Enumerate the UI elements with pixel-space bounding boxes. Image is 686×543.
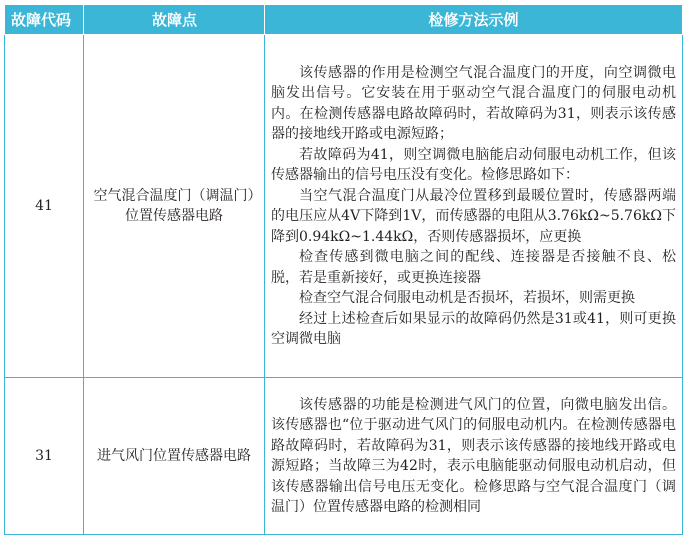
fault-code-cell: 31 (5, 378, 84, 535)
table-header-row (5, 5, 683, 35)
fault-code-cell: 41 (5, 35, 84, 378)
method-paragraph: 当空气混合温度门从最冷位置移到最暖位置时，传感器两端的电压应从4V下降到1V，而传感器的电阻从3.76kΩ~5.76kΩ下降到0.94kΩ~1.44kΩ，否则传感器损坏，应更换 (271, 187, 676, 245)
method-paragraph: 该传感器的功能是检测进气风门的位置，向微电脑发出信。该传感器也“位于驱动进气风门的伺服电动机内。在检测传感器电路故障码时，若故障码为31，则表示该传感器的接地线开路或电源短路；当故障三为42时，表示电脑能驱动伺服电动机启动，但该传感器输出信号电压无变化。检修思路与空气混合温度门（调温门）位置传感器电路的检测相同 (271, 396, 676, 515)
header-fault-point: 故障点 (84, 5, 265, 35)
fault-point-cell: 空气混合温度门（调温门）位置传感器电路 (84, 35, 265, 378)
method-paragraph: 经过上述检查后如果显示的故障码仍然是31或41，则可更换空调微电脑 (271, 310, 676, 347)
header-repair-method: 检修方法示例 (265, 5, 683, 35)
method-paragraph: 该传感器的作用是检测空气混合温度门的开度，向空调微电脑发出信号。它安装在用于驱动空气混合温度门的伺服电动机内。在检测传感器电路故障码时，若故障码为31，则表示该传感器的接地线开路或电源短路； (271, 64, 676, 142)
fault-code-table-container (4, 4, 682, 535)
method-paragraph: 若故障码为41，则空调微电脑能启动伺服电动机工作，但该传感器输出的信号电压没有变化。检修思路如下： (271, 146, 676, 183)
fault-code-table (4, 4, 683, 535)
header-fault-code: 故障代码 (5, 5, 84, 35)
method-paragraph: 检查空气混合伺服电动机是否损坏，若损坏，则需更换 (299, 290, 635, 306)
method-paragraph: 检查传感到微电脑之间的配线、连接器是否接触不良、松脱，若是重新接好，或更换连接器 (271, 249, 676, 286)
table-row (5, 378, 683, 535)
table-row (5, 35, 683, 378)
repair-method-cell (265, 378, 683, 535)
fault-point-cell: 进气风门位置传感器电路 (84, 378, 265, 535)
repair-method-cell (265, 35, 683, 378)
